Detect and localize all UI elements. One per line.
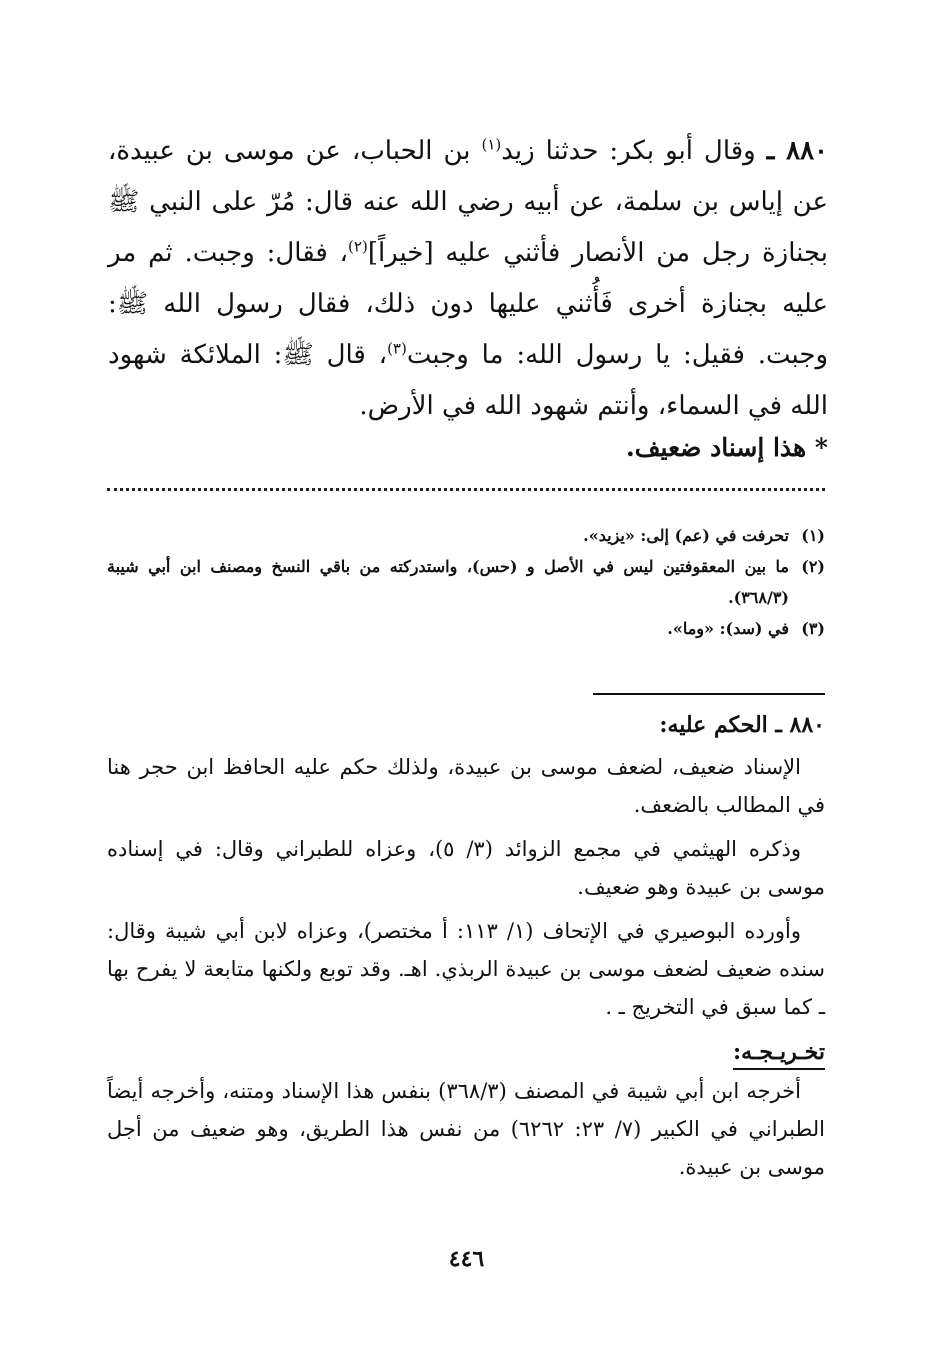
takhrij-paragraph: أخرجه ابن أبي شيبة في المصنف (٣٦٨/٣) بنفس هذا الإسناد ومتنه، وأخرجه أيضاً الطبراني في الكبير (٧/ ٢٣: ٦٢٦٢) من نفس هذا الطريق، وهو ضعيف من أجل موسى بن عبيدة. — [107, 1079, 825, 1179]
footnote-item — [107, 551, 825, 613]
page-number: ٤٤٦ — [448, 1246, 485, 1272]
footnote-text: ما بين المعقوفتين ليس في الأصل و (حس)، واستدركته من باقي النسخ ومصنف ابن أبي شيبة (٣٦٨/٣). — [107, 557, 789, 607]
footnote-item — [107, 520, 825, 551]
footnote-number: (٣) — [801, 619, 825, 638]
hadith-text-part2: بن الحباب، عن موسى بن عبيدة، عن إياس بن سلمة، عن أبيه رضي الله عنه قال: مُرّ على النبي ﷺ بجنازة رجل من الأنصار فأثني عليه [خيراً] — [108, 136, 829, 268]
footnote-marker-2: (٢) — [348, 237, 368, 256]
verdict-line: * هذا إسناد ضعيف. — [625, 433, 828, 462]
hadith-text-part1: وقال أبو بكر: حدثنا زيد — [501, 136, 767, 166]
footnote-number: (٢) — [801, 557, 825, 576]
hadith-paragraph — [108, 126, 828, 432]
footnote-item — [107, 613, 825, 644]
footnote-marker-1: (١) — [481, 135, 502, 154]
footnote-text: تحرفت في (عم) إلى: «يزيد». — [583, 526, 789, 545]
footnote-number: (١) — [801, 526, 825, 545]
ruling-heading: ٨٨٠ ـ الحكم عليه: — [659, 712, 825, 738]
hadith-text-part3: ، فقال: وجبت. ثم مر عليه بجنازة أخرى فَأُثني عليها دون ذلك، فقال رسول الله ﷺ: وجبت. فقيل: يا رسول الله: ما وجبت — [108, 238, 828, 370]
hadith-text — [108, 126, 828, 432]
section-divider — [593, 693, 825, 695]
footnotes — [107, 520, 825, 644]
hadith-text-part4: ، قال ﷺ: الملائكة شهود الله في السماء، وأنتم شهود الله في الأرض. — [108, 340, 828, 421]
commentary-paragraph: وأورده البوصيري في الإتحاف (١/ ١١٣: أ مختصر)، وعزاه لابن أبي شيبة وقال: سنده ضعيف لضعف موسى بن عبيدة الربذي. اهـ. وقد توبع ولكنها متابعة لا يفرح بها ـ كما سبق في التخريج ـ . — [107, 919, 825, 1019]
hadith-number: ٨٨٠ ـ — [766, 136, 829, 166]
footnote-separator — [107, 488, 825, 491]
takhrij-heading: تخـريـجـه: — [733, 1036, 825, 1070]
footnote-marker-3: (٣) — [387, 339, 407, 358]
commentary-paragraph: وذكره الهيثمي في مجمع الزوائد (٣/ ٥)، وعزاه للطبراني وقال: في إسناده موسى بن عبيدة وهو ضعيف. — [107, 837, 825, 899]
commentary — [107, 706, 825, 1192]
commentary-paragraph: الإسناد ضعيف، لضعف موسى بن عبيدة، ولذلك حكم عليه الحافظ ابن حجر هنا في المطالب بالضعف. — [107, 755, 825, 817]
footnote-text: في (سد): «وما». — [667, 619, 789, 638]
